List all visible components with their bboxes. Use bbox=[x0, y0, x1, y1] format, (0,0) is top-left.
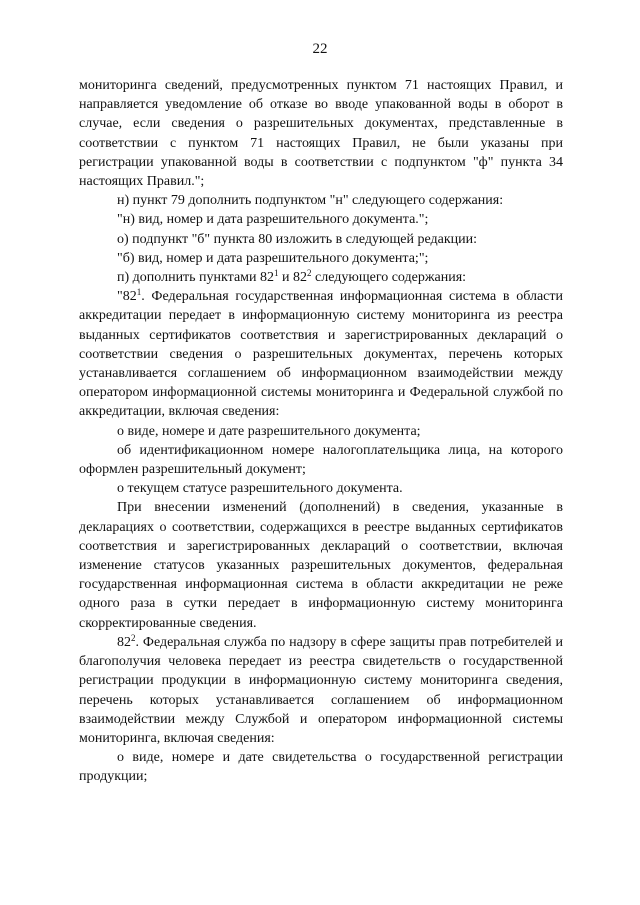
paragraph-quote-n: "н) вид, номер и дата разрешительного документа."; bbox=[117, 212, 429, 228]
paragraph-clause-82-2: $82^2$. Федеральная служба по надзору в сфере защиты прав потребителей и благополучия человека передает из реестра свидетельств о государственной регистрации продукции в информационную систему мониторинга сведения, перечень которых устанавливается соглашением об информационном взаимодействии между Службой и оператором информационной системы мониторинга, включая сведения: bbox=[79, 632, 563, 746]
paragraph-item-o: о) подпункт "б" пункта 80 изложить в следующей редакции: bbox=[117, 231, 478, 247]
paragraph-list-item: об идентификационном номере налогоплательщика лица, на которого оформлен разрешительный документ; bbox=[79, 442, 563, 478]
paragraph-item-p: п) дополнить пунктами $82^1$ и $82^2$ следующего содержания: bbox=[117, 268, 467, 286]
paragraph-list-item: о виде, номере и дате разрешительного документа; bbox=[117, 423, 421, 439]
paragraph-continuation: мониторинга сведений, предусмотренных пунктом 71 настоящих Правил, и направляется уведомление об отказе во вводе упакованной воды в оборот в случае, если сведения о разрешительных документах, представленные в соответствии с пунктом 71 настоящих Правил, не были указаны при регистрации упакованной воды в соответствии с подпунктом "ф" пункта 34 настоящих Правил."; bbox=[79, 78, 563, 190]
document-body bbox=[79, 76, 563, 787]
paragraph-quote-b: "б) вид, номер и дата разрешительного документа;"; bbox=[117, 250, 429, 266]
paragraph-changes: При внесении изменений (дополнений) в сведения, указанные в декларациях о соответствии, содержащихся в реестре выданных сертификатов соответствия и зарегистрированных деклараций о соответствии, включая изменение статусов указанных разрешительных документов, федеральная государственная информационная система в области аккредитации не реже одного раза в сутки передает в информационную систему мониторинга скорректированные сведения. bbox=[79, 500, 563, 631]
paragraph-list-item: о текущем статусе разрешительного документа. bbox=[117, 481, 403, 497]
page-number: 22 bbox=[312, 41, 328, 57]
paragraph-list-item: о виде, номере и дате свидетельства о государственной регистрации продукции; bbox=[79, 750, 563, 785]
paragraph-item-n: н) пункт 79 дополнить подпунктом "н" следующего содержания: bbox=[117, 193, 504, 209]
paragraph-clause-82-1: "$82^1$. Федеральная государственная информационная система в области аккредитации передает в информационную систему мониторинга из реестра выданных сертификатов соответствия и зарегистрированных деклараций о соответствии сведения о разрешительных документах, перечень которых устанавливается соглашением об информационном взаимодействии между оператором информационной системы мониторинга и Федеральной службой по аккредитации, включая сведения: bbox=[79, 287, 563, 420]
